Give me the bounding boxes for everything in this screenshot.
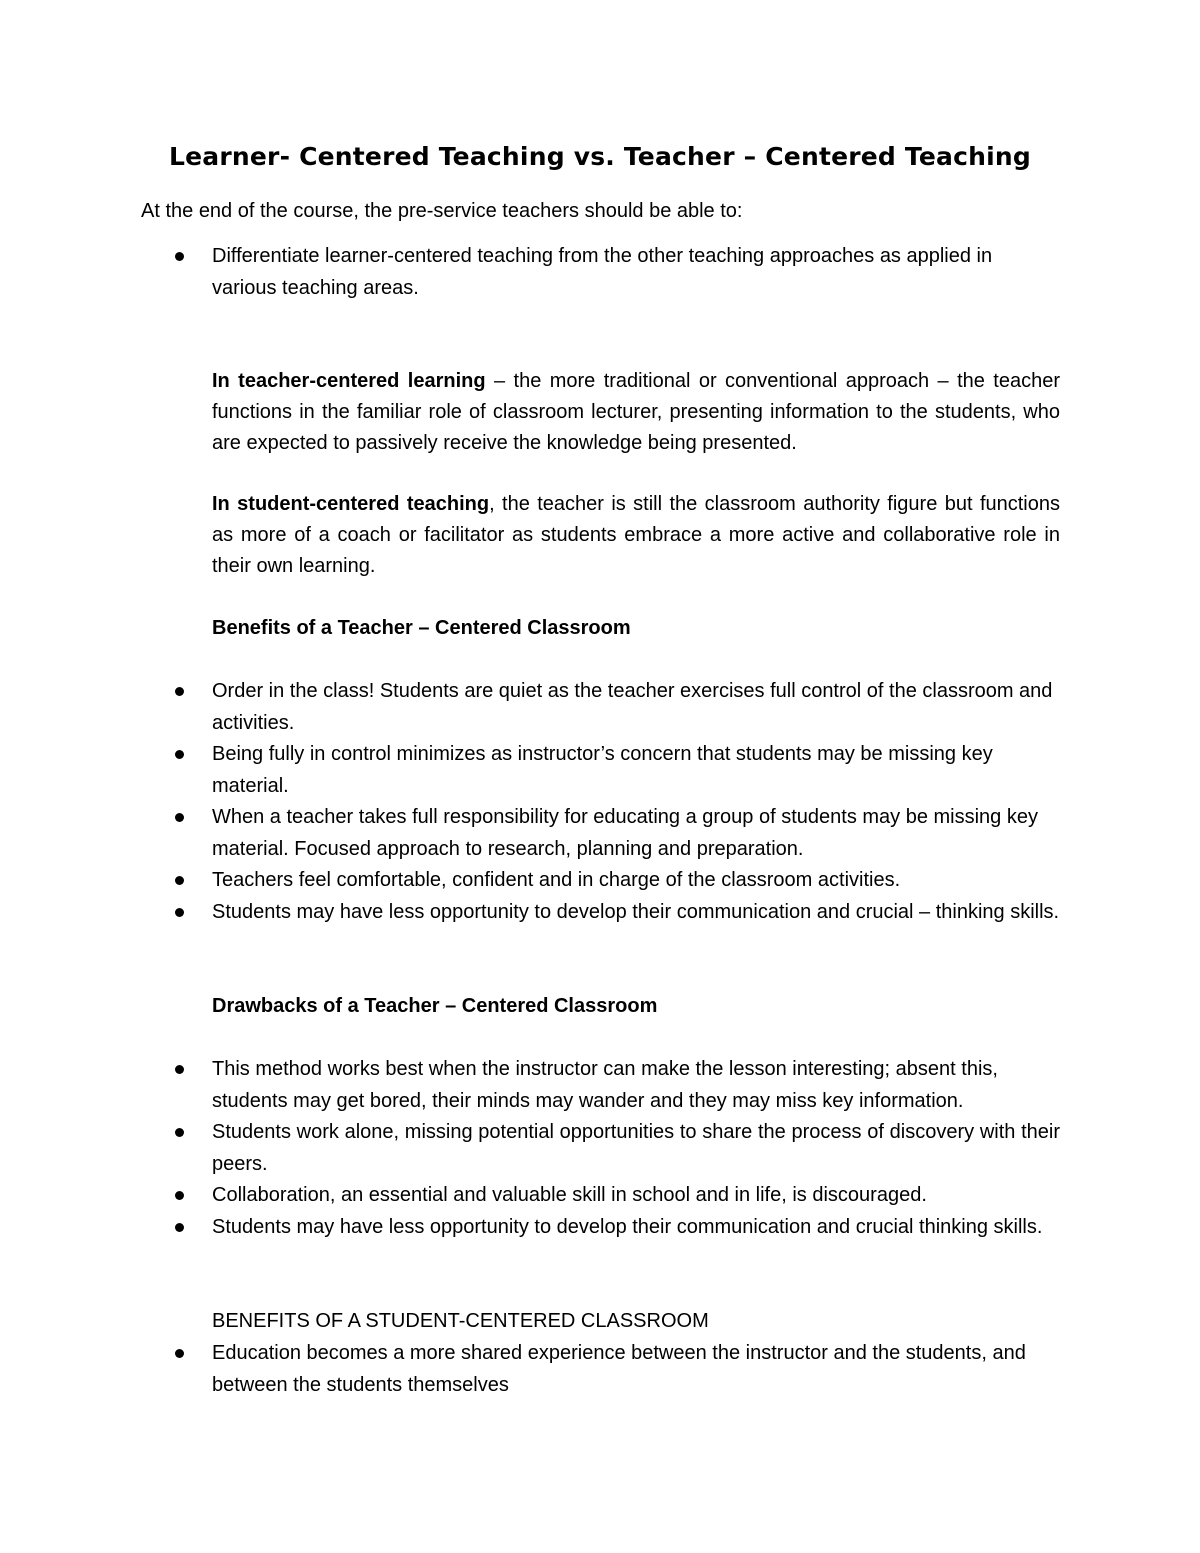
list-item-text: Education becomes a more shared experience between the instructor and the students, and between the students themselves bbox=[212, 1342, 1026, 1396]
benefits-student-list bbox=[0, 1338, 1200, 1401]
objectives-list bbox=[0, 241, 1200, 304]
list-item bbox=[212, 1117, 1060, 1180]
bullet-icon bbox=[175, 1065, 184, 1074]
teacher-centered-term: In teacher-centered learning bbox=[212, 370, 486, 392]
bullet-icon bbox=[175, 1191, 184, 1200]
list-item bbox=[212, 1338, 1060, 1401]
objective-text: Differentiate learner-centered teaching from the other teaching approaches as applied in various teaching areas. bbox=[212, 245, 993, 299]
list-item bbox=[212, 1180, 1060, 1212]
teacher-centered-text: – the more traditional or conventional approach – the teacher functions in the familiar role of classroom lecturer, presenting information to the students, who are expected to passively receive the knowledge being presented. bbox=[212, 370, 1060, 454]
list-item bbox=[212, 676, 1060, 739]
list-item bbox=[212, 865, 1060, 897]
list-item bbox=[212, 1054, 1060, 1117]
bullet-icon bbox=[175, 252, 184, 261]
intro-text: At the end of the course, the pre-service teachers should be able to: bbox=[141, 200, 743, 222]
benefits-student-heading: BENEFITS OF A STUDENT-CENTERED CLASSROOM bbox=[212, 1310, 709, 1332]
list-item bbox=[212, 802, 1060, 865]
benefits-teacher-list bbox=[0, 676, 1200, 928]
list-item-text: Students may have less opportunity to develop their communication and crucial – thinking skills. bbox=[212, 900, 1060, 923]
bullet-icon bbox=[175, 876, 184, 885]
list-item bbox=[212, 897, 1060, 929]
student-centered-term: In student-centered teaching bbox=[212, 493, 490, 515]
teacher-centered-paragraph bbox=[212, 366, 1060, 459]
drawbacks-teacher-heading: Drawbacks of a Teacher – Centered Classroom bbox=[212, 995, 658, 1017]
student-centered-paragraph bbox=[212, 489, 1060, 582]
benefits-teacher-heading: Benefits of a Teacher – Centered Classroom bbox=[212, 617, 631, 639]
bullet-icon bbox=[175, 1223, 184, 1232]
list-item-text: Order in the class! Students are quiet as the teacher exercises full control of the classroom and activities. bbox=[212, 680, 1053, 734]
list-item-text: This method works best when the instructor can make the lesson interesting; absent this, students may get bored, their minds may wander and they may miss key information. bbox=[212, 1058, 998, 1112]
list-item-text: When a teacher takes full responsibility for educating a group of students may be missing key material. Focused approach to research, planning and preparation. bbox=[212, 806, 1038, 860]
bullet-icon bbox=[175, 908, 184, 917]
list-item bbox=[212, 241, 1060, 304]
list-item bbox=[212, 739, 1060, 802]
bullet-icon bbox=[175, 813, 184, 822]
bullet-icon bbox=[175, 1349, 184, 1358]
bullet-icon bbox=[175, 750, 184, 759]
list-item-text: Collaboration, an essential and valuable skill in school and in life, is discouraged. bbox=[212, 1184, 927, 1206]
list-item bbox=[212, 1212, 1060, 1244]
list-item-text: Teachers feel comfortable, confident and in charge of the classroom activities. bbox=[212, 869, 901, 891]
bullet-icon bbox=[175, 1128, 184, 1137]
list-item-text: Students work alone, missing potential opportunities to share the process of discovery with their peers. bbox=[212, 1121, 1060, 1175]
student-centered-text: , the teacher is still the classroom authority figure but functions as more of a coach or facilitator as students embrace a more active and collaborative role in their own learning. bbox=[212, 493, 1060, 577]
list-item-text: Being fully in control minimizes as instructor’s concern that students may be missing key material. bbox=[212, 743, 993, 797]
document-title: Learner- Centered Teaching vs. Teacher – Centered Teaching bbox=[169, 142, 1031, 171]
drawbacks-teacher-list bbox=[0, 1054, 1200, 1243]
list-item-text: Students may have less opportunity to develop their communication and crucial thinking skills. bbox=[212, 1215, 1043, 1238]
bullet-icon bbox=[175, 687, 184, 696]
